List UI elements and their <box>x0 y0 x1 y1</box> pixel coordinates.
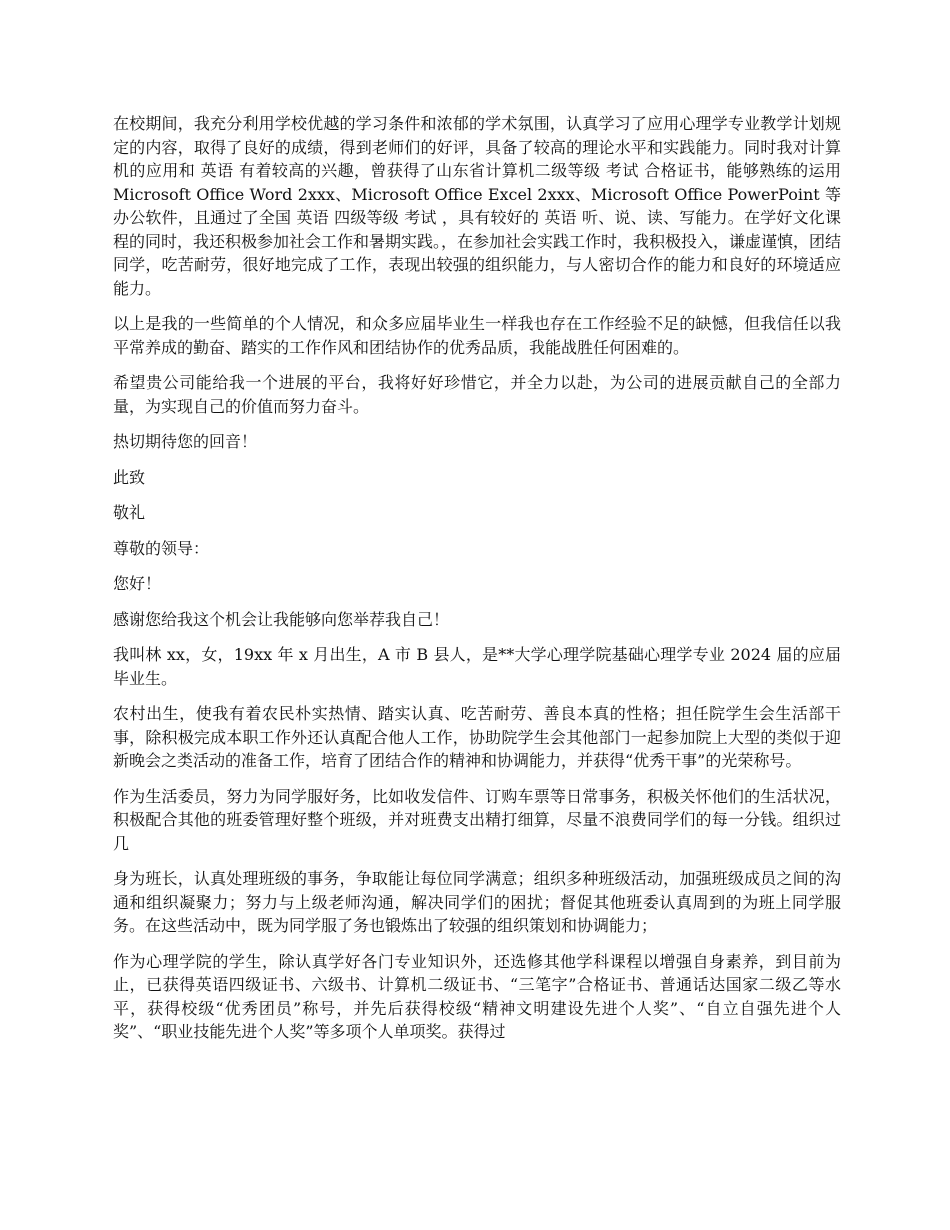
paragraph-achievements: 作为心理学院的学生，除认真学好各门专业知识外，还选修其他学科课程以增强自身素养，到目前为止，已获得英语四级证书、六级书、计算机二级证书、“三笔字”合格证书、普通话达国家二级乙等水平，获得校级“优秀团员”称号，并先后获得校级“精神文明建设先进个人奖”、“自立自强先进个人奖”、“职业技能先进个人奖”等多项个人单项奖。获得过 <box>113 951 841 1041</box>
paragraph-salutation: 尊敬的领导： <box>113 538 210 558</box>
paragraph-awaiting-reply: 热切期待您的回音！ <box>113 432 258 451</box>
document-page <box>113 112 841 1056</box>
paragraph-thanks: 感谢您给我这个机会让我能够向您举荐我自己！ <box>113 609 450 629</box>
paragraph-class-monitor: 身为班长，认真处理班级的事务，争取能让每位同学满意；组织多种班级活动，加强班级成员之间的沟通和组织凝聚力；努力与上级老师沟通，解决同学们的困扰；督促其他班委认真周到的为班上同学服务。在这些活动中，既为同学服了务也锻炼出了较强的组织策划和协调能力； <box>113 869 841 935</box>
paragraph-personal-summary: 以上是我的一些简单的个人情况，和众多应届毕业生一样我也存在工作经验不足的缺憾，但我信任以我平常养成的勤奋、踏实的工作作风和团结协作的优秀品质，我能战胜任何困难的。 <box>113 314 841 357</box>
paragraph-greeting: 您好！ <box>113 574 162 593</box>
paragraph-life-committee: 作为生活委员，努力为同学服好务，比如收发信件、订购车票等日常事务，积极关怀他们的生活状况，积极配合其他的班委管理好整个班级，并对班费支出精打细算，尽量不浪费同学们的每一分钱。组织过几 <box>113 786 841 853</box>
paragraph-introduction: 我叫林 xx，女，19xx 年 x 月出生，A 市 B 县人，是**大学心理学院基础心理学专业 2024 届的应届毕业生。 <box>113 645 841 688</box>
paragraph-closing-cizhi: 此致 <box>113 467 146 487</box>
paragraph-closing-jingli: 敬礼 <box>113 503 146 522</box>
paragraph-school-performance: 在校期间，我充分利用学校优越的学习条件和浓郁的学术氛围，认真学习了应用心理学专业教学计划规定的内容，取得了良好的成绩，得到老师们的好评，具备了较高的理论水平和实践能力。同时我对计算机的应用和 英语 有着较高的兴趣，曾获得了山东省计算机二级等级 考试 合格证书，能够熟练的运用 Microsoft Office Word 2xxx、Microsoft Office Excel 2xxx、Microsoft Office PowerPoint 等办公软件，且通过了全国 英语 四级等级 考试 ，具有较好的 英语 听、说、读、写能力。在学好文化课程的同时，我还积极参加社会工作和暑期实践。，在参加社会实践工作时，我积极投入，谦虚谨慎，团结同学，吃苦耐劳，很好地完成了工作，表现出较强的组织能力，与人密切合作的能力和良好的环境适应能力。 <box>113 114 842 298</box>
paragraph-background: 农村出生，使我有着农民朴实热情、踏实认真、吃苦耐劳、善良本真的性格；担任院学生会生活部干事，除积极完成本职工作外还认真配合他人工作，协助院学生会其他部门一起参加院上大型的类似于迎新晚会之类活动的准备工作，培育了团结合作的精神和协调能力，并获得“优秀干事”的光荣称号。 <box>113 704 841 770</box>
paragraph-hope: 希望贵公司能给我一个进展的平台，我将好好珍惜它，并全力以赴，为公司的进展贡献自己的全部力量，为实现自己的价值而努力奋斗。 <box>113 373 841 416</box>
